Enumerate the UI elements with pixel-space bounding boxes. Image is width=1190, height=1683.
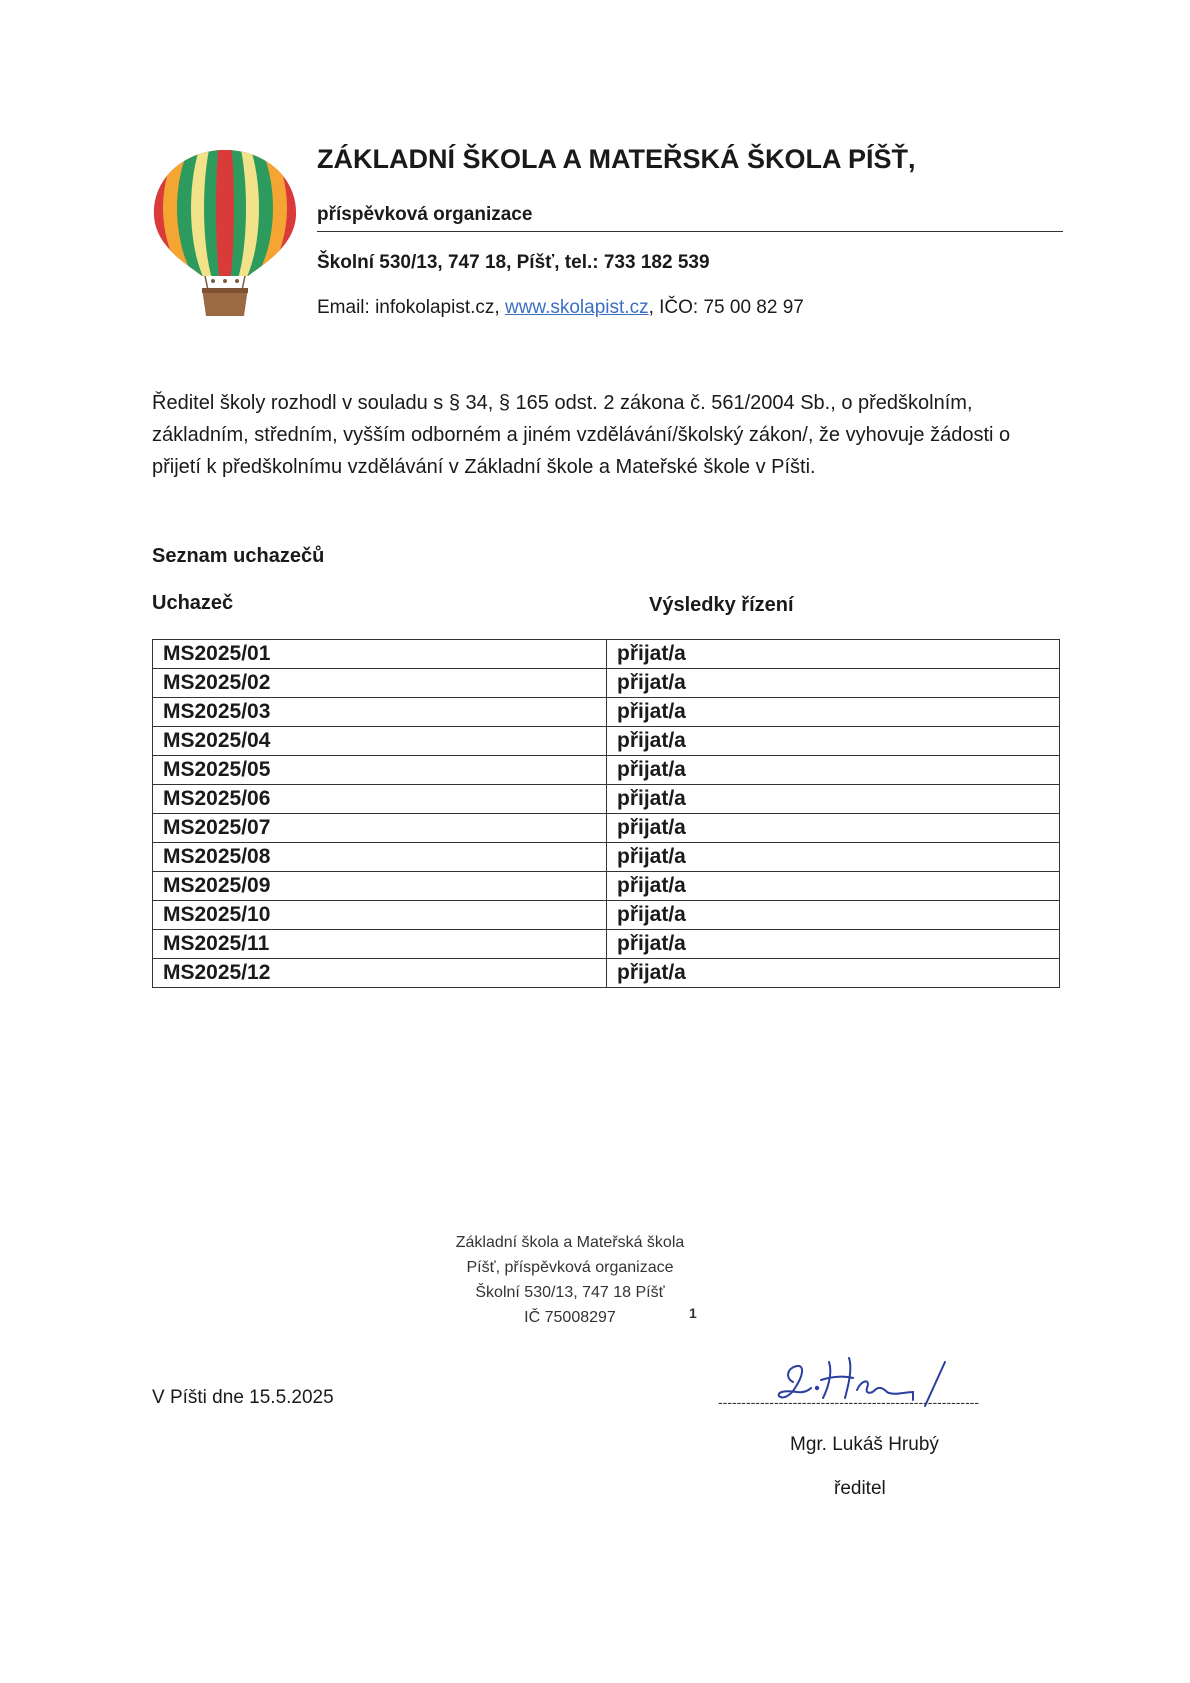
table-row xyxy=(153,756,1060,785)
table-row xyxy=(153,930,1060,959)
applicant-id: MS2025/09 xyxy=(153,872,607,901)
header-divider xyxy=(317,231,1063,232)
stamp-ic: IČ 75008297 xyxy=(524,1309,616,1326)
admission-result: přijat/a xyxy=(607,698,1060,727)
applicant-id: MS2025/01 xyxy=(153,640,607,669)
signer-role: ředitel xyxy=(834,1478,886,1499)
applicant-id: MS2025/08 xyxy=(153,843,607,872)
email-text: Email: infokolapist.cz, xyxy=(317,297,505,318)
column-header-applicant: Uchazeč xyxy=(152,592,234,614)
admission-result: přijat/a xyxy=(607,727,1060,756)
admission-result: přijat/a xyxy=(607,640,1060,669)
contact-line xyxy=(317,297,804,319)
table-row xyxy=(153,727,1060,756)
hot-air-balloon-logo xyxy=(150,148,300,320)
organization-type: příspěvková organizace xyxy=(317,204,533,225)
admission-result: přijat/a xyxy=(607,814,1060,843)
applicant-id: MS2025/05 xyxy=(153,756,607,785)
signer-name: Mgr. Lukáš Hrubý xyxy=(790,1434,939,1455)
admission-result: přijat/a xyxy=(607,756,1060,785)
applicant-id: MS2025/07 xyxy=(153,814,607,843)
table-row xyxy=(153,843,1060,872)
signature-line: -------------------------------------------------------- xyxy=(718,1394,980,1410)
table-row xyxy=(153,669,1060,698)
admission-result: přijat/a xyxy=(607,959,1060,988)
applicant-id: MS2025/10 xyxy=(153,901,607,930)
admission-result: přijat/a xyxy=(607,901,1060,930)
applicant-id: MS2025/04 xyxy=(153,727,607,756)
stamp-line: Školní 530/13, 747 18 Píšť xyxy=(475,1284,665,1301)
applicant-table xyxy=(152,639,1060,988)
column-header-result: Výsledky řízení xyxy=(649,594,794,616)
applicant-id: MS2025/02 xyxy=(153,669,607,698)
website-link[interactable]: www.skolapist.cz xyxy=(504,297,649,318)
stamp-line: Píšť, příspěvková organizace xyxy=(466,1259,674,1276)
table-row xyxy=(153,959,1060,988)
place-and-date: V Píšti dne 15.5.2025 xyxy=(152,1387,334,1408)
table-row xyxy=(153,698,1060,727)
applicant-id: MS2025/06 xyxy=(153,785,607,814)
table-row xyxy=(153,785,1060,814)
applicant-id: MS2025/11 xyxy=(153,930,607,959)
table-row xyxy=(153,640,1060,669)
admission-result: přijat/a xyxy=(607,872,1060,901)
school-address: Školní 530/13, 747 18, Píšť, tel.: 733 182 539 xyxy=(317,252,710,273)
admission-result: přijat/a xyxy=(607,843,1060,872)
table-row xyxy=(153,901,1060,930)
stamp-line: Základní škola a Mateřská škola xyxy=(455,1234,685,1251)
school-stamp xyxy=(380,1230,760,1330)
applicant-id: MS2025/12 xyxy=(153,959,607,988)
decision-paragraph: Ředitel školy rozhodl v souladu s § 34, § 165 odst. 2 zákona č. 561/2004 Sb., o předškolním, základním, středním, vyšším odborném a jiném vzdělávání/školský zákon/, že vyhovuje žádosti o přijetí k předškolnímu vzdělávání v Základní škole a Mateřské škole v Píšti. xyxy=(152,392,1011,478)
table-row xyxy=(153,872,1060,901)
table-row xyxy=(153,814,1060,843)
applicant-list-title: Seznam uchazečů xyxy=(152,545,325,567)
school-name: ZÁKLADNÍ ŠKOLA A MATEŘSKÁ ŠKOLA PÍŠŤ, xyxy=(317,144,916,174)
admission-result: přijat/a xyxy=(607,785,1060,814)
ico-text: , IČO: 75 00 82 97 xyxy=(648,297,804,318)
stamp-number: 1 xyxy=(689,1305,697,1321)
admission-result: přijat/a xyxy=(607,930,1060,959)
applicant-id: MS2025/03 xyxy=(153,698,607,727)
admission-result: přijat/a xyxy=(607,669,1060,698)
